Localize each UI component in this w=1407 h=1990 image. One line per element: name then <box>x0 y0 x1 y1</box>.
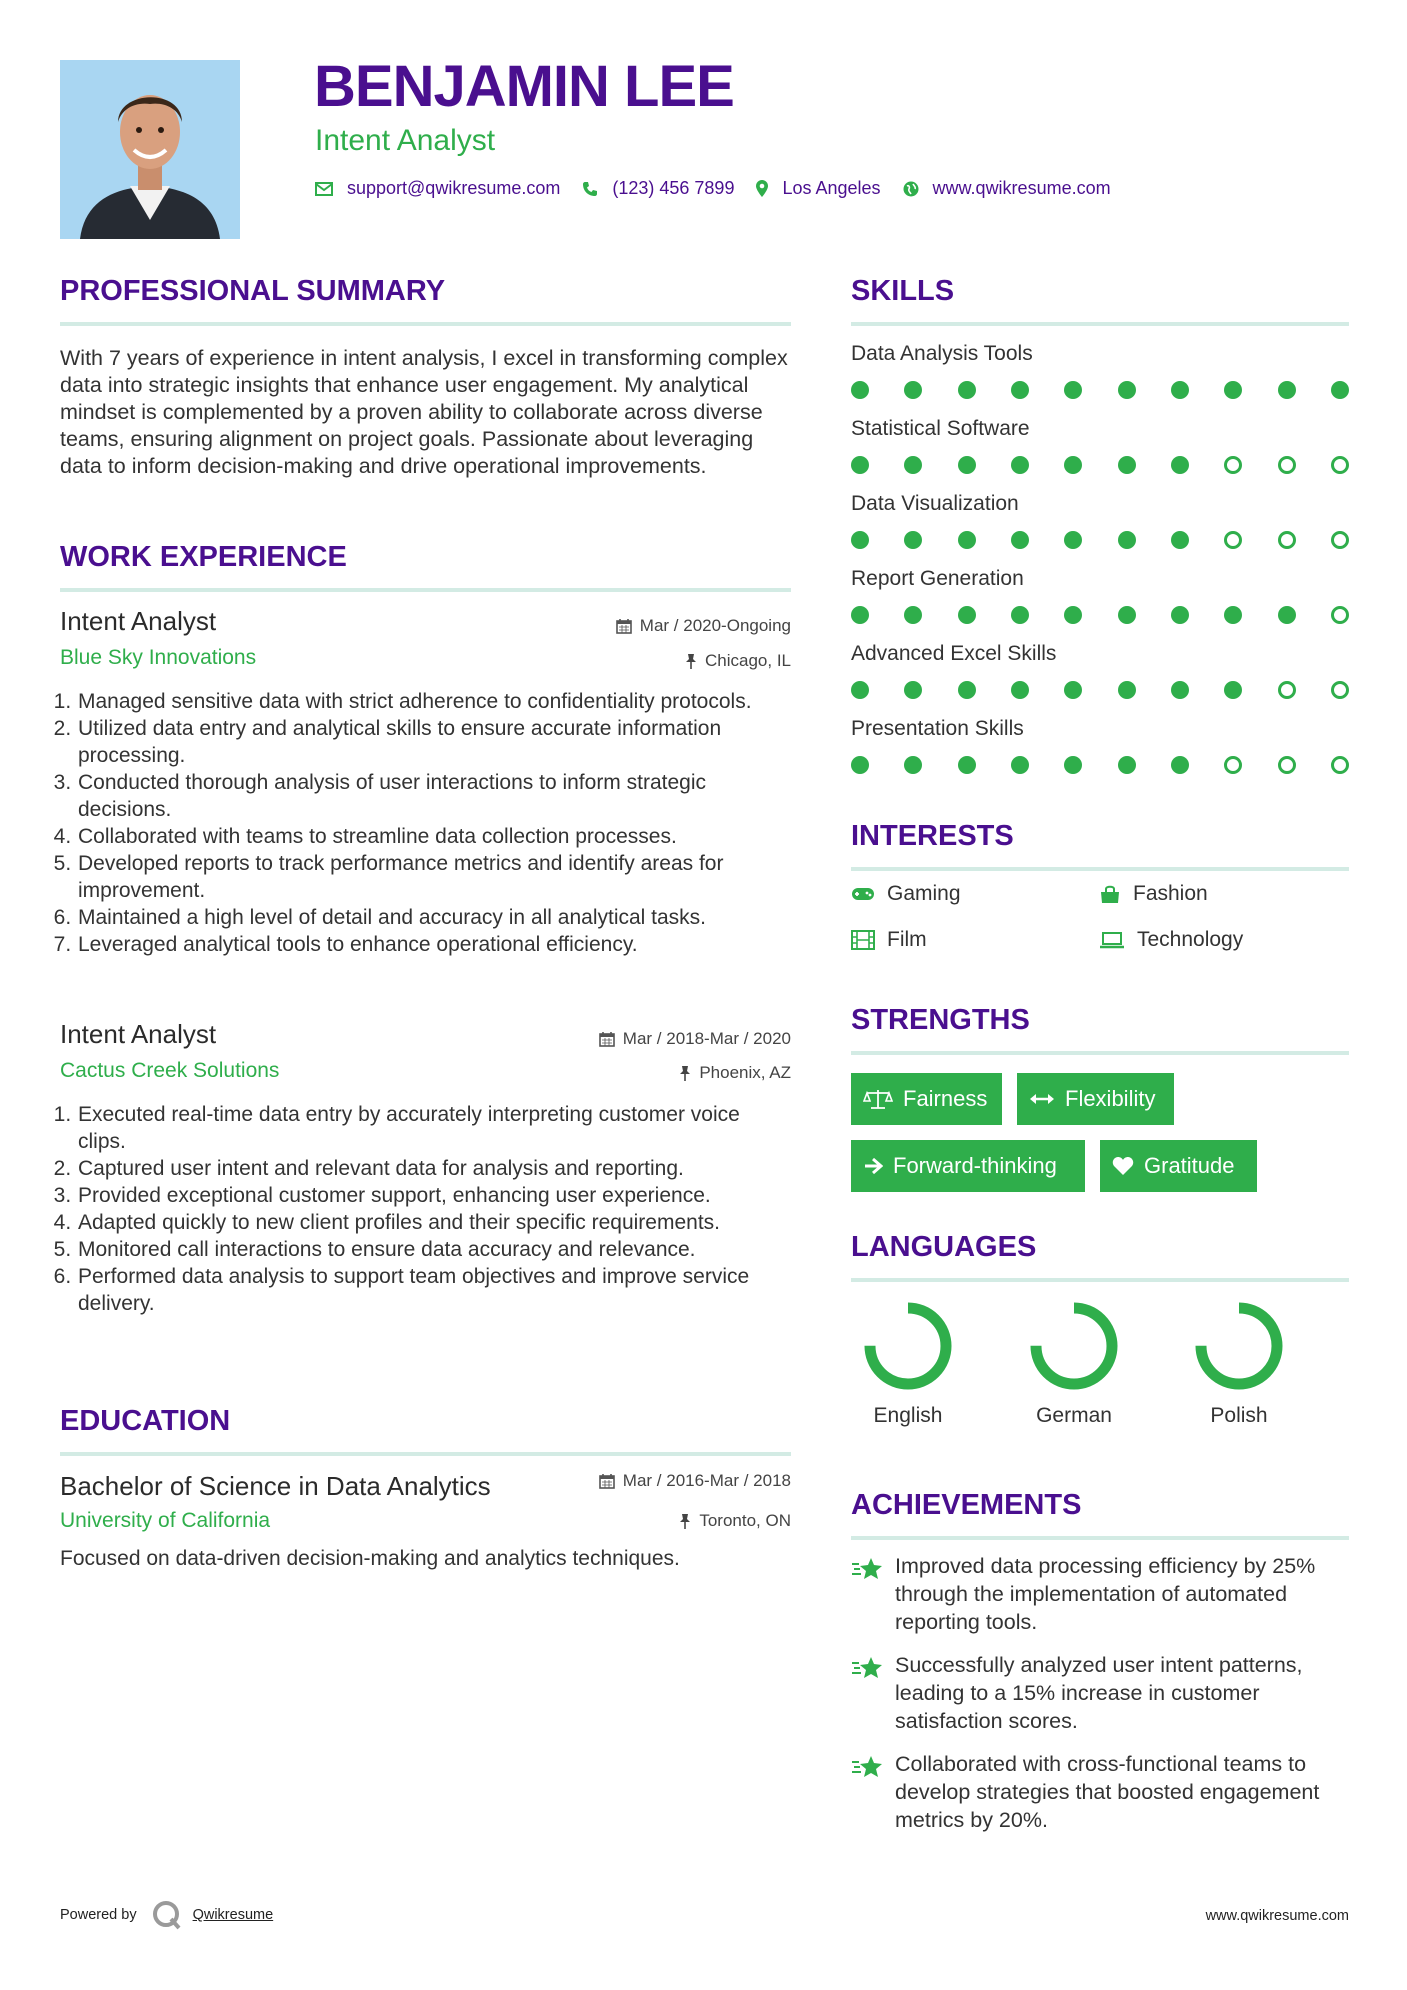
experience-section <box>60 543 791 592</box>
rating-dot-filled <box>1064 681 1082 699</box>
qwikresume-link[interactable]: Qwikresume <box>192 1907 274 1923</box>
skill-name: Report Generation <box>851 567 1024 590</box>
interest-gaming: Gaming <box>851 882 961 906</box>
calendar-icon <box>616 618 632 634</box>
achievement-text: Successfully analyzed user intent patterns, leading to a 15% increase in customer satisfaction scores. <box>895 1653 1303 1733</box>
education-section <box>60 1407 791 1456</box>
footer-website[interactable]: www.qwikresume.com <box>1205 1908 1349 1924</box>
list-item: 5. Monitored call interactions to ensure data accuracy and relevance. <box>77 1236 791 1263</box>
strength-badge: Gratitude <box>1100 1140 1257 1192</box>
section-divider <box>60 1452 791 1456</box>
rating-dot-empty <box>1224 456 1242 474</box>
rating-dot-filled <box>1118 756 1136 774</box>
list-item: 2. Utilized data entry and analytical skills to ensure accurate information processing. <box>77 715 791 769</box>
job-date: Mar / 2018-Mar / 2020 <box>599 1029 791 1049</box>
contact-location <box>756 178 880 199</box>
language-progress-arc <box>870 1308 946 1384</box>
rating-dot-empty <box>1278 531 1296 549</box>
skill-row <box>851 417 1349 474</box>
summary-text: With 7 years of experience in intent analysis, I excel in transforming complex data into strategic insights that enhance user engagement. My analytical mindset is complemented by a proven ability to collaborate across diverse teams, ensuring alignment on project goals. Passionate about leveraging data to inform decision-making and drive operational improvements. <box>60 346 788 478</box>
rating-dot-filled <box>958 756 976 774</box>
languages-section <box>851 1233 1349 1282</box>
arrows-horizontal-icon <box>1029 1092 1055 1106</box>
degree: Bachelor of Science in Data Analytics <box>60 1471 491 1501</box>
star-icon <box>851 1552 895 1636</box>
skills-section <box>851 277 1349 326</box>
language-name: English <box>873 1404 943 1427</box>
rating-dot-filled <box>1171 381 1189 399</box>
rating-dot-empty <box>1278 456 1296 474</box>
list-item: 4. Adapted quickly to new client profiles and their specific requirements. <box>77 1209 791 1236</box>
rating-dot-empty <box>1224 531 1242 549</box>
list-item: 3. Provided exceptional customer support, enhancing user experience. <box>77 1182 791 1209</box>
achievement-item <box>851 1750 1349 1834</box>
envelope-icon <box>315 182 333 196</box>
rating-dot-filled <box>1331 381 1349 399</box>
rating-dot-filled <box>958 606 976 624</box>
job-entry <box>60 606 791 958</box>
rating-dot-filled <box>1224 681 1242 699</box>
job-company: Blue Sky Innovations <box>60 646 257 669</box>
section-divider <box>851 1051 1349 1055</box>
job-location: Chicago, IL <box>685 651 791 671</box>
language-item <box>843 1300 973 1428</box>
film-icon <box>851 930 875 950</box>
rating-dot-filled <box>1011 681 1029 699</box>
achievement-item <box>851 1552 1349 1636</box>
job-title: Intent Analyst <box>60 1019 217 1049</box>
language-progress-arc <box>1036 1308 1112 1384</box>
job-location: Phoenix, AZ <box>679 1063 791 1083</box>
rating-dot-filled <box>904 381 922 399</box>
language-item <box>1009 1300 1139 1428</box>
rating-dot-filled <box>851 681 869 699</box>
rating-dot-filled <box>904 681 922 699</box>
job-bullets <box>60 1101 791 1317</box>
candidate-name: BENJAMIN LEE <box>314 54 734 119</box>
rating-dot-filled <box>904 606 922 624</box>
achievement-item <box>851 1651 1349 1735</box>
rating-dot-filled <box>1118 681 1136 699</box>
rating-dot-empty <box>1331 531 1349 549</box>
rating-dot-filled <box>1064 756 1082 774</box>
job-company: Cactus Creek Solutions <box>60 1059 280 1082</box>
email-text: support@qwikresume.com <box>347 178 561 198</box>
job-title: Intent Analyst <box>60 606 217 636</box>
skill-row <box>851 717 1349 774</box>
job-bullets <box>60 688 791 958</box>
list-item: 2. Captured user intent and relevant data for analysis and reporting. <box>77 1155 791 1182</box>
achievements-section <box>851 1491 1349 1540</box>
pushpin-icon <box>679 1513 691 1529</box>
skill-rating <box>851 606 1349 624</box>
rating-dot-filled <box>1064 606 1082 624</box>
rating-dot-filled <box>1171 756 1189 774</box>
summary-section <box>60 277 791 480</box>
strengths-heading: STRENGTHS <box>851 1004 1030 1036</box>
skill-name: Presentation Skills <box>851 717 1024 740</box>
language-ring <box>1193 1300 1285 1392</box>
language-ring <box>1028 1300 1120 1392</box>
rating-dot-filled <box>1171 531 1189 549</box>
rating-dot-filled <box>904 531 922 549</box>
location-text: Los Angeles <box>782 178 881 198</box>
interests-section <box>851 822 1349 871</box>
rating-dot-empty <box>1331 606 1349 624</box>
footer-powered-by <box>60 1900 273 1930</box>
education-location: Toronto, ON <box>679 1511 791 1531</box>
section-divider <box>60 322 791 326</box>
skill-rating <box>851 381 1349 399</box>
rating-dot-filled <box>1011 606 1029 624</box>
rating-dot-filled <box>851 606 869 624</box>
section-divider <box>851 867 1349 871</box>
contact-bar <box>315 178 1133 199</box>
contact-email[interactable] <box>315 178 560 199</box>
strength-badge: Flexibility <box>1017 1073 1174 1125</box>
achievement-text: Improved data processing efficiency by 25% through the implementation of automated reporting tools. <box>895 1554 1316 1634</box>
skill-rating <box>851 456 1349 474</box>
education-heading: EDUCATION <box>60 1405 231 1437</box>
rating-dot-empty <box>1278 681 1296 699</box>
rating-dot-filled <box>1118 606 1136 624</box>
skills-heading: SKILLS <box>851 275 955 307</box>
section-divider <box>851 322 1349 326</box>
list-item: 6. Performed data analysis to support team objectives and improve service delivery. <box>77 1263 791 1317</box>
rating-dot-filled <box>1171 606 1189 624</box>
language-ring <box>862 1300 954 1392</box>
list-item: 6. Maintained a high level of detail and accuracy in all analytical tasks. <box>77 904 791 931</box>
rating-dot-filled <box>904 756 922 774</box>
qwikresume-logo-icon <box>151 1900 185 1930</box>
rating-dot-filled <box>958 381 976 399</box>
list-item: 4. Collaborated with teams to streamline data collection processes. <box>77 823 791 850</box>
job-entry <box>60 1019 791 1317</box>
rating-dot-filled <box>904 456 922 474</box>
rating-dot-filled <box>1011 381 1029 399</box>
rating-dot-filled <box>958 681 976 699</box>
experience-heading: WORK EXPERIENCE <box>60 541 347 573</box>
language-progress-arc <box>1201 1308 1277 1384</box>
rating-dot-filled <box>1171 681 1189 699</box>
star-icon <box>851 1651 895 1735</box>
profile-photo <box>60 60 240 239</box>
section-divider <box>851 1278 1349 1282</box>
strength-badge: Forward-thinking <box>851 1140 1085 1192</box>
rating-dot-filled <box>1278 381 1296 399</box>
calendar-icon <box>599 1473 615 1489</box>
contact-website[interactable] <box>903 178 1111 199</box>
rating-dot-filled <box>851 756 869 774</box>
job-date: Mar / 2020-Ongoing <box>616 616 791 636</box>
skill-row <box>851 492 1349 549</box>
powered-by-label: Powered by <box>60 1907 137 1923</box>
skill-name: Statistical Software <box>851 417 1030 440</box>
languages-heading: LANGUAGES <box>851 1231 1037 1263</box>
list-item: 5. Developed reports to track performance metrics and identify areas for improvement. <box>77 850 791 904</box>
rating-dot-filled <box>1011 456 1029 474</box>
rating-dot-filled <box>1064 531 1082 549</box>
laptop-icon <box>1099 931 1125 949</box>
balance-scale-icon <box>863 1088 893 1110</box>
language-name: Polish <box>1210 1404 1268 1427</box>
skill-rating <box>851 756 1349 774</box>
section-divider <box>60 588 791 592</box>
rating-dot-filled <box>1011 531 1029 549</box>
list-item: 3. Conducted thorough analysis of user interactions to inform strategic decisions. <box>77 769 791 823</box>
education-entry <box>60 1471 791 1572</box>
achievement-text: Collaborated with cross-functional teams to develop strategies that boosted engagement metrics by 20%. <box>895 1752 1320 1832</box>
skill-name: Data Analysis Tools <box>851 342 1033 365</box>
skill-rating <box>851 681 1349 699</box>
rating-dot-empty <box>1331 681 1349 699</box>
rating-dot-filled <box>851 531 869 549</box>
website-text: www.qwikresume.com <box>932 178 1111 198</box>
rating-dot-filled <box>1118 381 1136 399</box>
phone-text: (123) 456 7899 <box>612 178 735 198</box>
contact-phone[interactable] <box>582 178 734 199</box>
calendar-icon <box>599 1031 615 1047</box>
rating-dot-filled <box>1064 456 1082 474</box>
section-divider <box>851 1536 1349 1540</box>
rating-dot-filled <box>1118 456 1136 474</box>
map-marker-icon <box>756 180 768 197</box>
interests-heading: INTERESTS <box>851 820 1014 852</box>
school: University of California <box>60 1509 271 1532</box>
strength-badge: Fairness <box>851 1073 1002 1125</box>
skill-row <box>851 342 1349 399</box>
globe-icon <box>903 181 919 197</box>
candidate-title: Intent Analyst <box>315 124 496 157</box>
interest-technology: Technology <box>1099 928 1243 952</box>
rating-dot-filled <box>1011 756 1029 774</box>
rating-dot-filled <box>958 456 976 474</box>
skill-row <box>851 642 1349 699</box>
rating-dot-filled <box>851 381 869 399</box>
language-name: German <box>1036 1404 1112 1427</box>
list-item: 7. Leveraged analytical tools to enhance operational efficiency. <box>77 931 791 958</box>
rating-dot-filled <box>851 456 869 474</box>
rating-dot-filled <box>1224 606 1242 624</box>
skill-row <box>851 567 1349 624</box>
interest-film: Film <box>851 928 927 952</box>
education-date: Mar / 2016-Mar / 2018 <box>599 1471 791 1491</box>
rating-dot-filled <box>1224 381 1242 399</box>
shopping-bag-icon <box>1099 884 1121 904</box>
phone-icon <box>582 181 598 197</box>
rating-dot-filled <box>1171 456 1189 474</box>
arrow-right-icon <box>863 1157 883 1175</box>
education-description: Focused on data-driven decision-making and analytics techniques. <box>60 1547 680 1570</box>
heart-icon <box>1112 1156 1134 1176</box>
skill-rating <box>851 531 1349 549</box>
star-icon <box>851 1750 895 1834</box>
pushpin-icon <box>685 653 697 669</box>
skill-name: Data Visualization <box>851 492 1019 515</box>
skill-name: Advanced Excel Skills <box>851 642 1057 665</box>
list-item: 1. Executed real-time data entry by accurately interpreting customer voice clips. <box>77 1101 791 1155</box>
rating-dot-filled <box>1064 381 1082 399</box>
interest-fashion: Fashion <box>1099 882 1208 906</box>
strengths-section <box>851 1006 1349 1055</box>
rating-dot-filled <box>958 531 976 549</box>
pushpin-icon <box>679 1065 691 1081</box>
achievements-heading: ACHIEVEMENTS <box>851 1489 1082 1521</box>
language-item <box>1174 1300 1304 1428</box>
rating-dot-filled <box>1278 606 1296 624</box>
rating-dot-filled <box>1118 531 1136 549</box>
rating-dot-empty <box>1224 756 1242 774</box>
rating-dot-empty <box>1278 756 1296 774</box>
summary-heading: PROFESSIONAL SUMMARY <box>60 275 446 307</box>
list-item: 1. Managed sensitive data with strict adherence to confidentiality protocols. <box>77 688 791 715</box>
gamepad-icon <box>851 886 875 902</box>
rating-dot-empty <box>1331 456 1349 474</box>
rating-dot-empty <box>1331 756 1349 774</box>
